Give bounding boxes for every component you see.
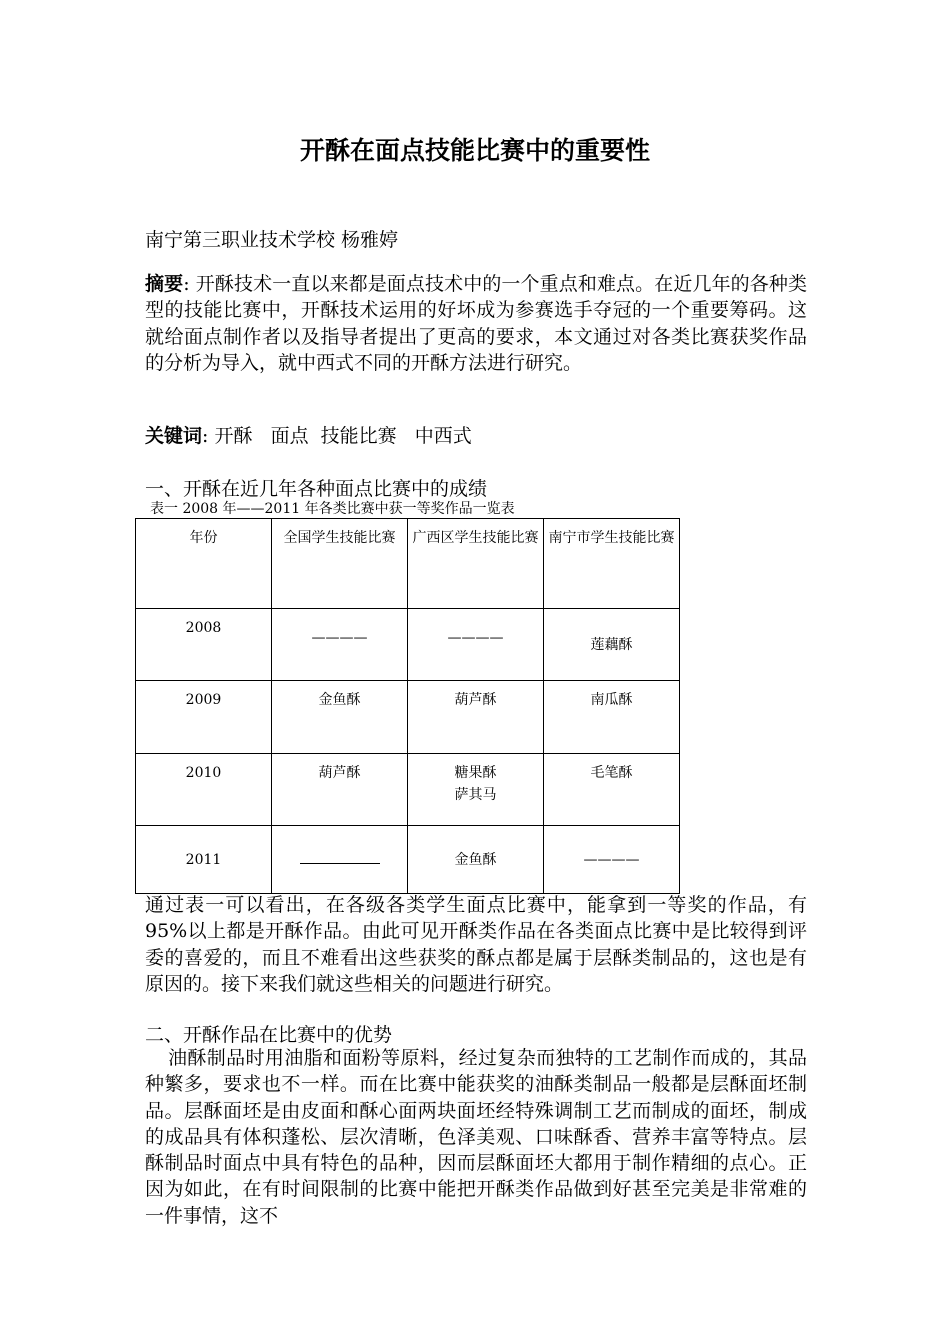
year-cell: 2011 [136, 826, 272, 894]
keywords-label: 关键词 [145, 425, 203, 447]
header-cell: 南宁市学生技能比赛 [544, 519, 680, 609]
table-cell: ———— [408, 609, 544, 681]
table-cell: 南瓜酥 [544, 681, 680, 754]
table-cell: ———— [272, 609, 408, 681]
section-2-paragraph: 油酥制品时用油脂和面粉等原料，经过复杂而独特的工艺制作而成的，其品种繁多，要求也不一样。而在比赛中能获奖的油酥类制品一般都是层酥面坯制品。层酥面坯是由皮面和酥心面两块面坯经特殊调制工艺而制成的面坯，制成的成品具有体积蓬松、层次清晰，色泽美观、口味酥香、营养丰富等特点。层酥制品时面点中具有特色的品种，因而层酥面坯大都用于制作精细的点心。正因为如此，在有时间限制的比赛中能把开酥类作品做到好甚至完美是非常难的一件事情，这不 [145, 1047, 807, 1227]
keywords-paragraph [145, 423, 807, 449]
abstract-text: : 开酥技术一直以来都是面点技术中的一个重点和难点。在近几年的各种类型的技能比赛中，开酥技术运用的好坏成为参赛选手夺冠的一个重要筹码。这就给面点制作者以及指导者提出了更高的要求，本文通过对各类比赛获奖作品的分析为导入，就中西式不同的开酥方法进行研究。 [145, 273, 807, 374]
header-cell: 年份 [136, 519, 272, 609]
paragraph-after-table: 通过表一可以看出，在各级各类学生面点比赛中，能拿到一等奖的作品，有95%以上都是开酥作品。由此可见开酥类作品在各类面点比赛中是比较得到评委的喜爱的，而且不难看出这些获奖的酥点都是属于层酥类制品的，这也是有原因的。接下来我们就这些相关的问题进行研究。 [145, 894, 807, 995]
table-cell: ———— [544, 826, 680, 894]
document-title: 开酥在面点技能比赛中的重要性 [299, 136, 650, 165]
table-cell: 金鱼酥 [272, 681, 408, 754]
table-row [136, 609, 680, 681]
table-row [136, 754, 680, 826]
table-cell: 莲藕酥 [544, 609, 680, 681]
table-header-row [136, 519, 680, 609]
year-cell: 2008 [136, 609, 272, 681]
table-cell: 金鱼酥 [408, 826, 544, 894]
blank-underline [300, 851, 380, 864]
header-cell: 广西区学生技能比赛 [408, 519, 544, 609]
abstract-label: 摘要 [145, 273, 184, 295]
section-heading-1: 一、开酥在近几年各种面点比赛中的成绩 [145, 478, 488, 500]
author-line: 南宁第三职业技术学校 杨雅婷 [145, 229, 399, 251]
table-row [136, 826, 680, 894]
table-cell: 毛笔酥 [544, 754, 680, 826]
header-cell: 全国学生技能比赛 [272, 519, 408, 609]
blank-underline-cell [272, 826, 408, 894]
table-cell: 葫芦酥 [408, 681, 544, 754]
section-heading-2: 二、开酥作品在比赛中的优势 [145, 1024, 393, 1046]
table-row [136, 681, 680, 754]
year-cell: 2009 [136, 681, 272, 754]
year-cell: 2010 [136, 754, 272, 826]
table-cell: 糖果酥 萨其马 [408, 754, 544, 826]
table-cell: 葫芦酥 [272, 754, 408, 826]
table-caption: 表一 2008 年——2011 年各类比赛中获一等奖作品一览表 [150, 501, 515, 517]
awards-table [135, 518, 680, 894]
abstract-paragraph [145, 271, 807, 376]
keywords-text: : 开酥 面点 技能比赛 中西式 [202, 425, 472, 447]
